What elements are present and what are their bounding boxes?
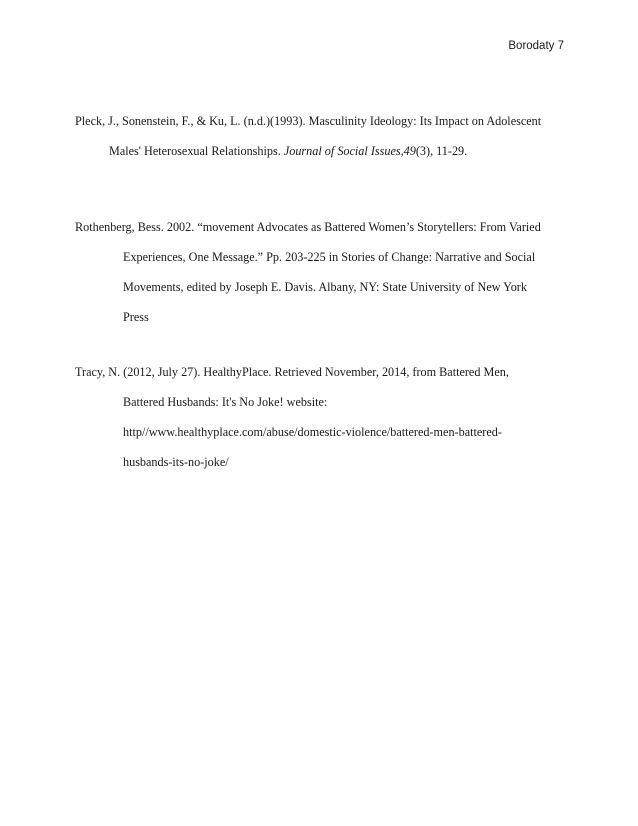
reference-pleck bbox=[75, 112, 566, 172]
reference-tracy bbox=[75, 363, 566, 483]
reference-rothenberg bbox=[75, 218, 566, 338]
reference-text: Males' Heterosexual Relationships. bbox=[109, 144, 281, 158]
reference-line: Rothenberg, Bess. 2002. “movement Advocates as Battered Women’s Storytellers: From Varied bbox=[75, 220, 541, 234]
reference-line: Press bbox=[123, 310, 149, 324]
reference-line bbox=[75, 142, 566, 172]
reference-url: http//www.healthyplace.com/abuse/domestic-violence/battered-men-battered- bbox=[123, 425, 502, 439]
reference-line: Tracy, N. (2012, July 27). HealthyPlace. Retrieved November, 2014, from Battered Men, bbox=[75, 365, 509, 379]
reference-line: Battered Husbands: It's No Joke! website: bbox=[123, 395, 328, 409]
journal-title: Journal of Social Issues,49 bbox=[283, 144, 416, 158]
reference-line: Pleck, J., Sonenstein, F., & Ku, L. (n.d.)(1993). Masculinity Ideology: Its Impact on Adolescent bbox=[75, 114, 542, 128]
reference-url: husbands-its-no-joke/ bbox=[123, 455, 229, 469]
reference-text: (3), 11-29. bbox=[415, 144, 468, 158]
reference-line: Movements, edited by Joseph E. Davis. Albany, NY: State University of New York bbox=[123, 280, 527, 294]
running-head: Borodaty 7 bbox=[508, 40, 564, 52]
reference-line: Experiences, One Message.” Pp. 203-225 in Stories of Change: Narrative and Social bbox=[123, 250, 536, 264]
